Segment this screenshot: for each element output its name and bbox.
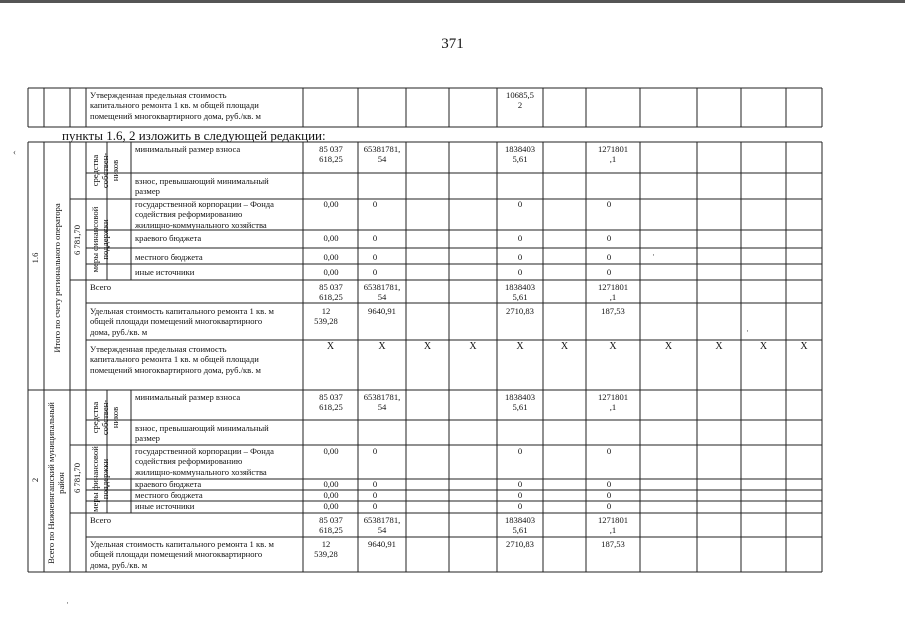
s1-unit-cost-c7: 187,53: [601, 306, 625, 316]
s1-other-c5: 0: [517, 267, 523, 277]
s1-regional-c1: 0,00: [323, 233, 339, 243]
s2-other-c2: 0: [372, 501, 378, 511]
s2-fund-c5: 0: [517, 446, 523, 456]
s1-min-fee-c5: 1838403 5,61: [504, 144, 536, 165]
s1-total-c5: 1838403 5,61: [504, 282, 536, 303]
s1-approved-mark-2: X: [378, 341, 386, 352]
section-2-area: 6 781,70: [72, 462, 82, 494]
scan-speck: ·: [66, 598, 69, 608]
s1-local-c5: 0: [517, 252, 523, 262]
s1-fund-c7: 0: [606, 199, 612, 209]
s1-approved-mark-6: X: [560, 341, 569, 352]
s2-total-c2: 65381781, 54: [363, 515, 401, 536]
s1-label-local: местного бюджета: [135, 252, 203, 262]
s1-other-c2: 0: [372, 267, 378, 277]
s2-unit-cost-c2: 9640,91: [368, 539, 396, 549]
s1-regional-c5: 0: [517, 233, 523, 243]
s1-unit-cost-c1: 12 539,28: [314, 306, 338, 327]
page-number: 371: [441, 36, 464, 52]
s2-fund-c2: 0: [372, 446, 378, 456]
s1-approved-mark-7: X: [609, 341, 617, 352]
s1-other-c1: 0,00: [323, 267, 339, 277]
s2-local-c1: 0,00: [323, 490, 339, 500]
s1-min-fee-c2: 65381781, 54: [363, 144, 401, 165]
s1-label-total: Всего: [90, 282, 112, 292]
s2-regional-c2: 0: [372, 479, 378, 489]
s1-label-fund: государственной корпорации – Фонда содействия реформированию жилищно-коммунального хозяйства: [135, 199, 274, 230]
s1-approved-mark-11: X: [800, 341, 808, 352]
s1-label-extra-fee: взнос, превышающий минимальный размер: [135, 176, 269, 197]
section-1-area: 6 781,70: [72, 224, 82, 256]
scan-speck: ·: [652, 250, 655, 260]
s1-fund-c1: 0,00: [323, 199, 339, 209]
section-2-title: Всего по Нижнеингашский муниципальный район: [46, 402, 66, 564]
s2-total-c1: 85 037 618,25: [319, 515, 343, 536]
top-row-value: 10685,5 2: [506, 90, 534, 111]
s1-label-min-fee: минимальный размер взноса: [135, 144, 241, 154]
s2-total-c5: 1838403 5,61: [504, 515, 536, 536]
s2-min-fee-c7: 1271801 ,1: [597, 392, 629, 413]
s1-approved-mark-8: X: [664, 341, 673, 352]
section-1-group-support: меры финансовой поддержки: [90, 206, 110, 273]
section-2-group-own: средства собствен- ников: [90, 399, 120, 436]
top-row-label: Утвержденная предельная стоимость капитального ремонта 1 кв. м общей площади помещений многоквартирного дома, руб./кв. м: [90, 90, 261, 121]
s2-other-c1: 0,00: [323, 501, 339, 511]
s1-fund-c5: 0: [517, 199, 523, 209]
s2-regional-c7: 0: [606, 479, 612, 489]
s2-local-c5: 0: [517, 490, 523, 500]
s1-approved-mark-10: X: [759, 341, 768, 352]
section-2-group-support: меры финансовой поддержки: [90, 446, 110, 512]
s1-local-c1: 0,00: [323, 252, 339, 262]
s2-min-fee-c1: 85 037 618,25: [319, 392, 343, 413]
s1-min-fee-c1: 85 037 618,25: [319, 144, 343, 165]
s2-unit-cost-c7: 187,53: [601, 539, 625, 549]
s1-total-c7: 1271801 ,1: [597, 282, 629, 303]
s2-fund-c7: 0: [606, 446, 612, 456]
s1-unit-cost-c2: 9640,91: [368, 306, 396, 316]
s1-approved-mark-5: X: [516, 341, 524, 352]
scan-mark: ‹: [13, 147, 16, 157]
s2-local-c2: 0: [372, 490, 378, 500]
s1-approved-mark-4: X: [469, 341, 477, 352]
s1-unit-cost-c5: 2710,83: [506, 306, 534, 316]
s1-total-c2: 65381781, 54: [363, 282, 401, 303]
scan-speck: ·: [746, 326, 749, 336]
s2-label-min-fee: минимальный размер взноса: [135, 392, 241, 402]
s2-unit-cost-c5: 2710,83: [506, 539, 534, 549]
section-1-number: 1.6: [30, 252, 40, 264]
s2-regional-c5: 0: [517, 479, 523, 489]
section-1-group-own: средства собствен- ников: [90, 152, 120, 189]
s2-label-other: иные источники: [135, 501, 195, 511]
section-heading: пункты 1.6, 2 изложить в следующей редакции:: [62, 128, 326, 143]
s2-min-fee-c2: 65381781, 54: [363, 392, 401, 413]
s1-regional-c7: 0: [606, 233, 612, 243]
s1-label-regional: краевого бюджета: [135, 233, 202, 243]
s1-total-c1: 85 037 618,25: [319, 282, 343, 303]
s1-local-c7: 0: [606, 252, 612, 262]
s2-regional-c1: 0,00: [323, 479, 339, 489]
s1-regional-c2: 0: [372, 233, 378, 243]
s1-fund-c2: 0: [372, 199, 378, 209]
s2-other-c5: 0: [517, 501, 523, 511]
s2-label-local: местного бюджета: [135, 490, 203, 500]
s2-label-regional: краевого бюджета: [135, 479, 202, 489]
s2-label-total: Всего: [90, 515, 112, 525]
section-1-title: Итого по счету регионального оператора: [52, 203, 62, 353]
s1-approved-mark-3: X: [423, 341, 432, 352]
s1-label-approved: Утвержденная предельная стоимость капитального ремонта 1 кв. м общей площади помещений многоквартирного дома, руб./кв. м: [90, 344, 261, 375]
s2-total-c7: 1271801 ,1: [597, 515, 629, 536]
s1-approved-mark-9: X: [715, 341, 723, 352]
s2-local-c7: 0: [606, 490, 612, 500]
s2-label-extra-fee: взнос, превышающий минимальный размер: [135, 423, 269, 444]
s2-label-fund: государственной корпорации – Фонда содействия реформированию жилищно-коммунального хозяйства: [135, 446, 274, 477]
s1-approved-mark-1: X: [326, 341, 335, 352]
s1-other-c7: 0: [606, 267, 612, 277]
s2-min-fee-c5: 1838403 5,61: [504, 392, 536, 413]
s1-local-c2: 0: [372, 252, 378, 262]
s2-label-unit-cost: Удельная стоимость капитального ремонта 1 кв. м общей площади помещений многоквартирного дома, руб./кв. м: [90, 539, 274, 570]
s2-unit-cost-c1: 12 539,28: [314, 539, 338, 560]
s2-other-c7: 0: [606, 501, 612, 511]
s2-fund-c1: 0,00: [323, 446, 339, 456]
s1-label-other: иные источники: [135, 267, 195, 277]
s1-label-unit-cost: Удельная стоимость капитального ремонта 1 кв. м общей площади помещений многоквартирного дома, руб./кв. м: [90, 306, 274, 337]
section-2-number: 2: [30, 477, 40, 483]
s1-min-fee-c7: 1271801 ,1: [597, 144, 629, 165]
